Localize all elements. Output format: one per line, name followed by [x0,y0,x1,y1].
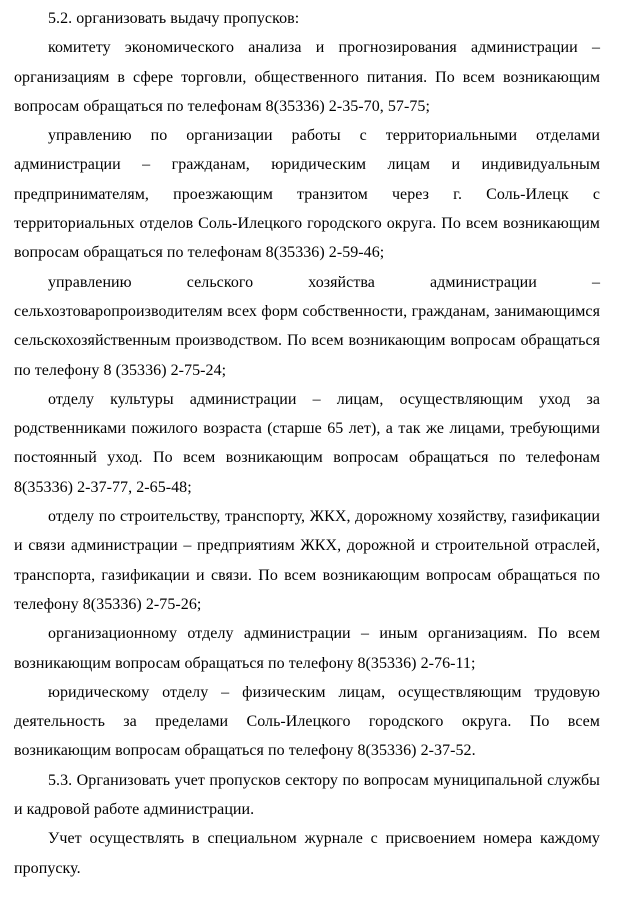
paragraph-journal: Учет осуществлять в специальном журнале с присвоением номера каждому пропуску. [14,830,600,877]
paragraph-5-3-accounting: 5.3. Организовать учет пропусков сектору по вопросам муниципальной службы и кадровой работе администрации. [14,771,600,819]
paragraph-construction-department: отделу по строительству, транспорту, ЖКХ, дорожному хозяйству, газификации и связи администрации – предприятиям ЖКХ, дорожной и строительной отраслей, транспорта, газификации и связи. По всем возникающим вопросам обращаться по телефону 8(35336) 2-75-26; [14,508,600,613]
paragraph-5-2-heading: 5.2. организовать выдачу пропусков: [48,10,300,27]
paragraph-legal-department: юридическому отделу – физическим лицам, осуществляющим трудовую деятельность за пределами Соль-Илецкого городского округа. По всем возникающим вопросам обращаться по телефону 8(35336) 2-37-52. [14,683,600,760]
paragraph-culture-department: отделу культуры администрации – лицам, осуществляющим уход за родственниками пожилого возраста (старше 65 лет), а так же лицами, требующими постоянный уход. По всем возникающим вопросам обращаться по телефонам 8(35336) 2-37-77, 2-65-48; [14,390,600,496]
paragraph-organizational-department: организационному отделу администрации – иным организациям. По всем возникающим вопросам обращаться по телефону 8(35336) 2-76-11; [14,625,600,672]
paragraph-territorial-department: управлению по организации работы с территориальными отделами администрации – гражданам, юридическим лицам и индивидуальным предпринимателям, проезжающим транзитом через г. Соль-Илецк с территориальных отделов Соль-Илецкого городского округа. По всем возникающим вопросам обращаться по телефонам 8(35336) 2-59-46; [14,127,600,262]
paragraph-economic-committee: комитету экономического анализа и прогнозирования администрации – организациям в сфере торговли, общественного питания. По всем возникающим вопросам обращаться по телефонам 8(35336) 2-35-70, 57-75; [14,39,600,115]
paragraph-agriculture-department: управлению сельского хозяйства администрации – сельхозтоваропроизводителям всех форм собственности, гражданам, занимающимся сельскохозяйственным производством. По всем возникающим вопросам обращаться по телефону 8 (35336) 2-75-24; [14,273,600,379]
document-page [14,4,600,883]
